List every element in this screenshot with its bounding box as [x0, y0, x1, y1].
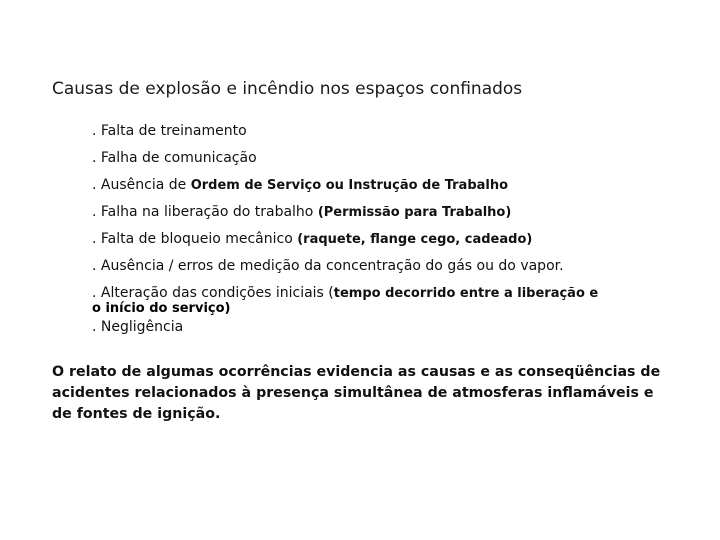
list-item [92, 257, 564, 276]
list-item [92, 122, 247, 141]
list-item [92, 230, 532, 249]
list-item-bold-text: tempo decorrido entre a liberação e [333, 286, 599, 301]
list-item-text: . Ausência / erros de medição da concentração do gás ou do vapor. [92, 258, 564, 274]
summary-paragraph: O relato de algumas ocorrências evidencia as causas e as conseqüências de acidentes relacionados à presença simultânea de atmosferas inflamáveis e de fontes de ignição. [52, 364, 661, 422]
list-item-text: . Ausência de [92, 177, 191, 193]
list-item-text: . Falha de comunicação [92, 150, 257, 166]
list-item [92, 149, 257, 168]
list-item-bold-text: (raquete, flange cego, cadeado) [297, 232, 533, 247]
list-item-text: . Falha na liberação do trabalho [92, 204, 318, 220]
list-item-text: . Falta de treinamento [92, 123, 247, 139]
list-item-text: . Alteração das condições iniciais ( [92, 285, 334, 301]
list-item-text: . Negligência [92, 319, 184, 335]
list-item-bold-text: Ordem de Serviço ou Instrução de Trabalho [190, 178, 509, 193]
list-item-text: . Falta de bloqueio mecânico [92, 231, 298, 247]
list-item [92, 176, 508, 195]
list-item-continuation: o início do serviço) [92, 301, 231, 316]
list-item [92, 203, 511, 222]
list-item [92, 318, 183, 337]
slide-title: Causas de explosão e incêndio nos espaços confinados [52, 79, 523, 99]
list-item-bold-text: (Permissão para Trabalho) [317, 205, 512, 220]
